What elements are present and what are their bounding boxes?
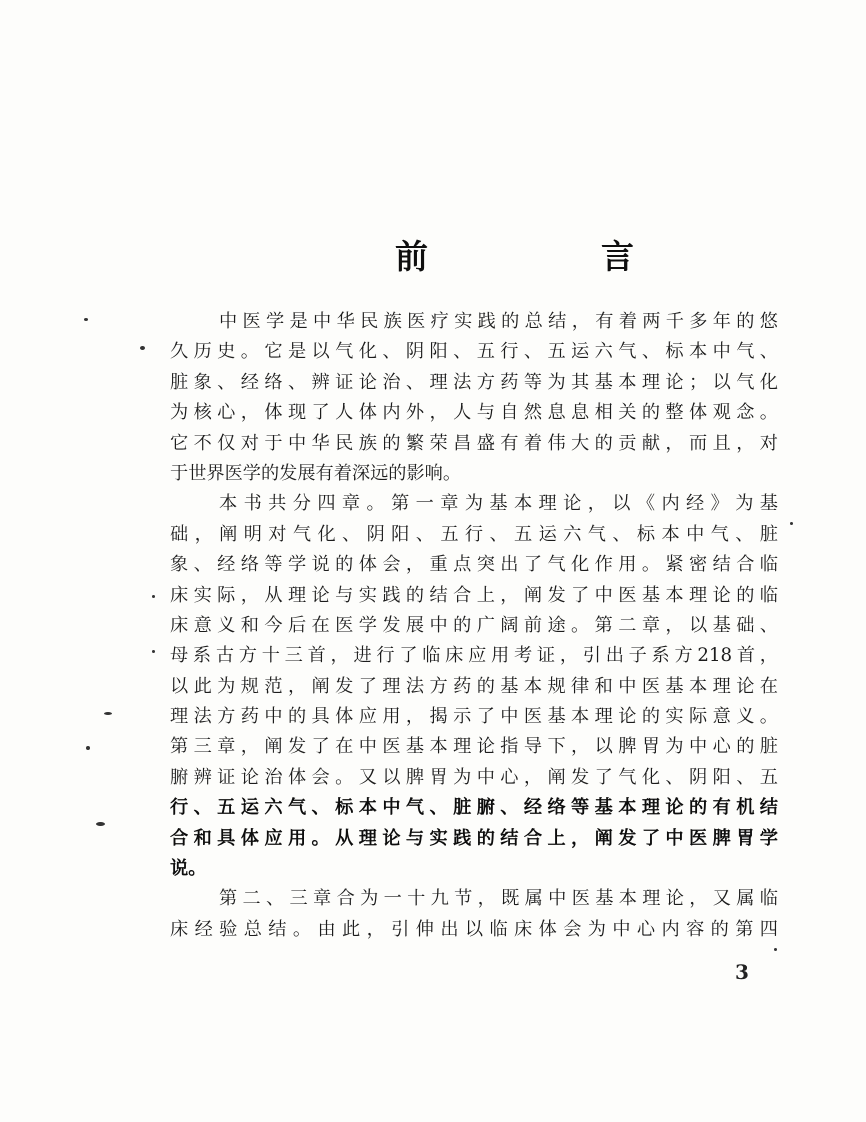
text-line: 为核心，体现了人体内外，人与自然息息相关的整体观念。 <box>170 402 778 424</box>
scan-speck <box>152 595 155 598</box>
text-line: 理法方药中的具体应用，揭示了中医基本理论的实际意义。 <box>170 706 778 728</box>
preface-body <box>170 307 778 945</box>
text-line: 脏象、经络、辨证论治、理法方药等为其基本理论；以气化 <box>170 371 778 393</box>
text-line: 于世界医学的发展有着深远的影响。 <box>170 462 462 484</box>
scan-speck <box>86 746 90 750</box>
text-line: 第二、三章合为一十九节，既属中医基本理论，又属临 <box>219 888 778 910</box>
text-line: 中医学是中华民族医疗实践的总结，有着两千多年的悠 <box>219 311 778 332</box>
scan-speck <box>84 318 88 321</box>
text-line: 础，阐明对气化、阴阳、五行、五运六气、标本中气、脏 <box>170 523 778 545</box>
text-line: 床经验总结。由此，引伸出以临床体会为中心内容的第四 <box>170 918 778 940</box>
scan-speck <box>140 346 145 350</box>
text-line: 母系古方十三首，进行了临床应用考证，引出子系方218首， <box>170 645 778 667</box>
scan-speck <box>152 650 155 653</box>
text-line: 它不仅对于中华民族的繁荣昌盛有着伟大的贡献，而且，对 <box>170 432 778 454</box>
text-line: 第三章，阐发了在中医基本理论指导下，以脾胃为中心的脏 <box>170 736 778 758</box>
text-line: 合和具体应用。从理论与实践的结合上，阐发了中医脾胃学 <box>170 827 778 849</box>
text-line: 床实际，从理论与实践的结合上，阐发了中医基本理论的临 <box>170 584 778 606</box>
text-line: 腑辨证论治体会。又以脾胃为中心，阐发了气化、阴阳、五 <box>170 766 778 788</box>
text-line: 以此为规范，阐发了理法方药的基本规律和中医基本理论在 <box>170 675 778 697</box>
page-number: 3 <box>735 960 749 984</box>
text-line: 久历史。它是以气化、阴阳、五行、五运六气、标本中气、 <box>170 341 778 363</box>
text-line: 象、经络等学说的体会，重点突出了气化作用。紧密结合临 <box>170 554 778 576</box>
text-line: 行、五运六气、标本中气、脏腑、经络等基本理论的有机结 <box>170 797 778 819</box>
scan-speck <box>790 522 793 525</box>
scan-speck <box>96 822 105 826</box>
scan-speck <box>774 948 777 951</box>
scan-speck <box>104 712 112 715</box>
text-line: 床意义和今后在医学发展中的广阔前途。第二章，以基础、 <box>170 614 778 636</box>
page-title: 前 言 <box>395 237 704 276</box>
text-line: 说。 <box>170 858 207 880</box>
text-line: 本书共分四章。第一章为基本理论，以《内经》为基 <box>219 493 778 515</box>
